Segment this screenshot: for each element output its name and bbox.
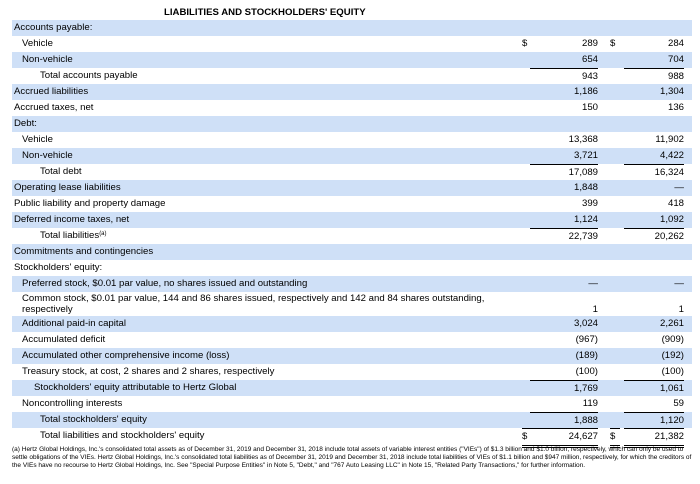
currency-symbol: $ (610, 38, 616, 49)
value-2019: 1,888 (530, 412, 598, 429)
row-label: Preferred stock, $0.01 par value, no shares issued and outstanding (22, 278, 308, 289)
row-label: Accounts payable: (14, 22, 93, 33)
row-label: Additional paid-in capital (22, 318, 126, 329)
value-2019: 1,124 (573, 214, 598, 225)
value-2019: 1 (592, 304, 598, 315)
value-2018: (909) (661, 334, 684, 345)
row-label: Non-vehicle (22, 150, 73, 161)
value-2018: 2,261 (659, 318, 684, 329)
value-2018: 988 (624, 68, 684, 85)
value-2019: 17,089 (530, 164, 598, 181)
currency-symbol: $ (610, 428, 620, 448)
row-label: Commitments and contingencies (14, 246, 154, 257)
value-2019: 1,769 (530, 380, 598, 397)
value-2018: 1 (678, 304, 684, 315)
value-2018: 1,120 (624, 412, 684, 429)
value-2019: 150 (581, 102, 598, 113)
value-2018: — (674, 278, 684, 289)
table-row (12, 412, 692, 428)
row-label: Accrued liabilities (14, 86, 89, 97)
row-label: Total liabilities and stockholders' equity (40, 430, 205, 441)
total-liabilities-label: Total liabilities (40, 230, 100, 241)
value-2019: 24,627 (530, 428, 598, 448)
table-row (12, 380, 692, 396)
row-label: Total stockholders' equity (40, 414, 147, 425)
currency-symbol: $ (522, 428, 532, 448)
value-2019: 1,186 (573, 86, 598, 97)
row-label: Non-vehicle (22, 54, 73, 65)
row-label: Stockholders' equity attributable to Hertz Global (34, 382, 237, 393)
row-label: Total accounts payable (40, 70, 138, 81)
value-2019: 119 (582, 398, 598, 409)
row-label: Accrued taxes, net (14, 102, 94, 113)
footnote-ref: (a) (99, 231, 107, 237)
balance-sheet-table (12, 20, 692, 444)
table-row (12, 84, 692, 100)
table-row (12, 100, 692, 116)
table-row (12, 260, 692, 276)
value-2018: 1,092 (659, 214, 684, 225)
value-2018: 4,422 (659, 150, 684, 161)
table-row (12, 180, 692, 196)
value-2019: — (588, 278, 598, 289)
table-row (12, 316, 692, 332)
table-row (12, 396, 692, 412)
row-label: Stockholders' equity: (14, 262, 103, 273)
row-label: Deferred income taxes, net (14, 214, 130, 225)
value-2019: 13,368 (568, 134, 598, 145)
row-label: Total debt (40, 166, 82, 177)
value-2018: (100) (661, 366, 684, 377)
row-label: Common stock, $0.01 par value, 144 and 86 shares issued, respectively and 142 and 84 shares outstanding, respectively (22, 293, 485, 315)
table-row (12, 348, 692, 364)
value-2019: 399 (581, 198, 598, 209)
value-2018: 1,061 (624, 380, 684, 397)
value-2019: 22,739 (530, 228, 598, 248)
value-2018: (192) (661, 350, 684, 361)
value-2018: 418 (667, 198, 684, 209)
currency-symbol: $ (522, 38, 528, 49)
row-label (40, 228, 107, 244)
value-2019: 289 (581, 38, 598, 49)
row-label: Accumulated other comprehensive income (loss) (22, 350, 230, 361)
table-row (12, 292, 692, 316)
section-header (12, 6, 492, 21)
table-row (12, 332, 692, 348)
table-row (12, 228, 692, 244)
row-label: Noncontrolling interests (22, 398, 123, 409)
row-label: Accumulated deficit (22, 334, 106, 345)
table-row (12, 196, 692, 212)
row-label: Public liability and property damage (14, 198, 166, 209)
footnote: (a) Hertz Global Holdings, Inc.'s consolidated total assets as of December 31, 2019 and December 31, 2018 include total assets of variable interest entities ("VIEs") of $1.3 billion and $1.0 billion, respectively, which can only be used to settle obligations of the VIEs. Hertz Global Holdings, Inc.'s consolidated total liabilities as of December 31, 2019 and December 31, 2018 include total liabilities of VIEs of $1.1 billion and $947 million, respectively, for which the creditors of the VIEs have no recourse to Hertz Global Holdings, Inc. See "Special Purpose Entities" in Note 5, "Debt," and "767 Auto Leasing LLC" in Note 15, "Related Party Transactions," for further information. (12, 446, 692, 469)
value-2019: 3,721 (573, 150, 598, 161)
table-row (12, 20, 692, 36)
table-row (12, 36, 692, 52)
value-2019: (967) (575, 334, 598, 345)
value-2018: 284 (667, 38, 684, 49)
table-row (12, 68, 692, 84)
value-2019: (189) (575, 350, 598, 361)
row-label: Debt: (14, 118, 37, 129)
table-row (12, 132, 692, 148)
table-row (12, 116, 692, 132)
value-2019: 943 (530, 68, 598, 85)
table-row (12, 428, 692, 444)
value-2019: 3,024 (573, 318, 598, 329)
value-2019: 654 (581, 54, 598, 65)
value-2018: 704 (667, 54, 684, 65)
table-row (12, 276, 692, 292)
value-2018: — (674, 182, 684, 193)
value-2019: 1,848 (573, 182, 598, 193)
value-2019: (100) (575, 366, 598, 377)
row-label: Treasury stock, at cost, 2 shares and 2 shares, respectively (22, 366, 275, 377)
table-row (12, 244, 692, 260)
value-2018: 20,262 (624, 228, 684, 248)
section-title: LIABILITIES AND STOCKHOLDERS' EQUITY (164, 7, 366, 18)
row-label: Vehicle (22, 134, 53, 145)
value-2018: 21,382 (624, 428, 684, 448)
table-row (12, 52, 692, 68)
table-row (12, 364, 692, 380)
value-2018: 136 (667, 102, 684, 113)
row-label: Operating lease liabilities (14, 182, 121, 193)
value-2018: 1,304 (659, 86, 684, 97)
table-row (12, 212, 692, 228)
row-label: Vehicle (22, 38, 53, 49)
value-2018: 11,902 (655, 134, 684, 145)
table-row (12, 148, 692, 164)
table-row (12, 164, 692, 180)
value-2018: 16,324 (624, 164, 684, 181)
value-2018: 59 (673, 398, 684, 409)
